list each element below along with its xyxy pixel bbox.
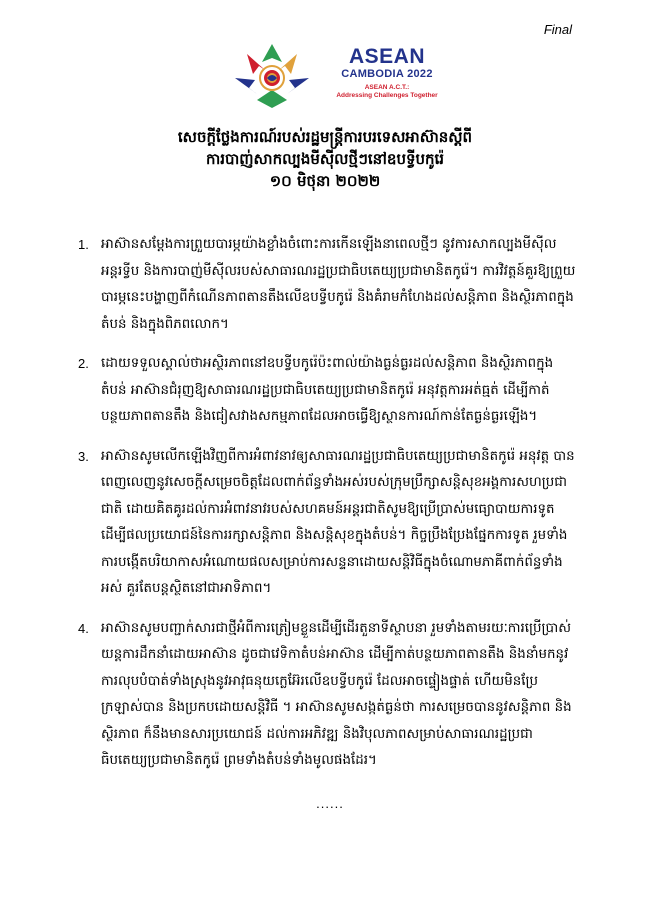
document-status: Final [543,22,572,37]
asean-emblem-icon [227,40,317,112]
statement-title [80,126,570,192]
paragraph-text: អាស៊ានសូមលើកឡើងវិញពីការអំពាវនាវឲ្យសាធារណរដ្ឋប្រជាធិបតេយ្យប្រជាមានិតកូរ៉េ អនុវត្ត បានពេញលេញនូវសេចក្តីសម្រេចចិត្តដែលពាក់ព័ន្ធទាំងអស់របស់ក្រុមប្រឹក្សាសន្តិសុខអង្គការសហប្រជាជាតិ ដោយគិតគូរដល់ការអំពាវនាវរបស់សហគមន៍អន្តរជាតិសូមឱ្យប្រើប្រាស់មធ្យោបាយការទូត ដើម្បីផលប្រយោជន៍នៃការរក្សាសន្តិភាព និងសន្តិសុខក្នុងតំបន់។ កិច្ចប្រឹងប្រែងផ្នែកការទូត រួមទាំងការបង្កើតបរិយាកាសអំណោយផលសម្រាប់ការសន្ទនាដោយសន្តិវិធីក្នុងចំណោមភាគីពាក់ព័ន្ធទាំងអស់ គួរតែបន្តស្ថិតនៅជាអាទិភាព។ [101,448,575,596]
paragraph-number: 4. [78,620,89,636]
title-line-2: ការបាញ់សាកល្បងមីស៊ីលថ្មីៗនៅឧបទ្វីបកូរ៉េ [205,150,445,168]
logo-tagline: Addressing Challenges Together [336,92,438,99]
paragraph-4 [78,616,576,775]
paragraph-number: 2. [78,356,89,371]
title-date: ១០ មិថុនា ២០២២ [269,172,381,190]
paragraph-text: អាស៊ានសម្តែងការព្រួយបារម្ភយ៉ាងខ្លាំងចំពោះការកើនឡើងនាពេលថ្មីៗ នូវការសាកល្បងមីស៊ីលអន្តរទ្វីប និងការបាញ់មីស៊ីលរបស់សាធារណរដ្ឋប្រជាធិបតេយ្យប្រជាមានិតកូរ៉េ។ ការវិវត្តន៍គួរឱ្យព្រួយបារម្ភនេះបង្ហាញពីកំណើនភាពតានតឹងលើឧបទ្វីបកូរ៉េ និងគំរាមកំហែងដល់សន្តិភាព និងស្ថិរភាពក្នុងតំបន់ និងក្នុងពិភពលោក។ [101,237,576,332]
logo-asean-text: ASEAN [348,45,425,68]
title-line-1: សេចក្តីថ្លែងការណ៍របស់រដ្ឋមន្ត្រីការបរទេសអាស៊ានស្តីពី [177,128,473,146]
logo-year-line: CAMBODIA 2022 [341,68,433,80]
asean-cambodia-logo [227,40,437,112]
statement-paragraphs [78,232,576,788]
paragraph-3 [78,444,576,603]
paragraph-text: ដោយទទួលស្គាល់ថាអស្ថិរភាពនៅឧបទ្វីបកូរ៉េប៉ះពាល់យ៉ាងធ្ងន់ធ្ងរដល់សន្តិភាព និងស្ថិរភាពក្នុងតំបន់ អាស៊ានជំរុញឱ្យសាធារណរដ្ឋប្រជាធិបតេយ្យប្រជាមានិតកូរ៉េ អនុវត្តការអត់ធ្មត់ ដើម្បីកាត់បន្ថយភាពតានតឹង និងជៀសវាងសកម្មភាពដែលអាចធ្វើឱ្យស្ថានការណ៍កាន់តែធ្ងន់ធ្ងរឡើង។ [101,356,554,424]
paragraph-number: 3. [78,448,89,464]
paragraph-1 [78,232,576,338]
end-marker: ...... [316,796,344,811]
paragraph-2 [78,351,576,431]
paragraph-text: អាស៊ានសូមបញ្ជាក់សារជាថ្មីអំពីការត្រៀមខ្លួនដើម្បីដើរតួនាទីស្ថាបនា រួមទាំងតាមរយៈការប្រើប្រាស់យន្តការដឹកនាំដោយអាស៊ាន ដូចជាវេទិកាតំបន់អាស៊ាន ដើម្បីកាត់បន្ថយភាពតានតឹង និងនាំមកនូវការលុបបំបាត់ទាំងស្រុងនូវអាវុធនុយក្លេអ៊ែរលើឧបទ្វីបកូរ៉េ ដែលអាចផ្ទៀងផ្ទាត់ ហើយមិនប្រែក្រឡាស់បាន និងប្រកបដោយសន្តិវិធី ។ អាស៊ានសូមសង្កត់ធ្ងន់ថា ការសម្រេចបាននូវសន្តិភាព និងស្ថិរភាព ក៏នឹងមានសារប្រយោជន៍ ដល់ការអភិវឌ្ឍ និងវិបុលភាពសម្រាប់សាធារណរដ្ឋប្រជាធិបតេយ្យប្រជាមានិតកូរ៉េ ព្រមទាំងតំបន់ទាំងមូលផងដែរ។ [101,620,572,768]
logo-act-text: ASEAN A.C.T.: [364,84,410,91]
paragraph-number: 1. [78,237,89,252]
